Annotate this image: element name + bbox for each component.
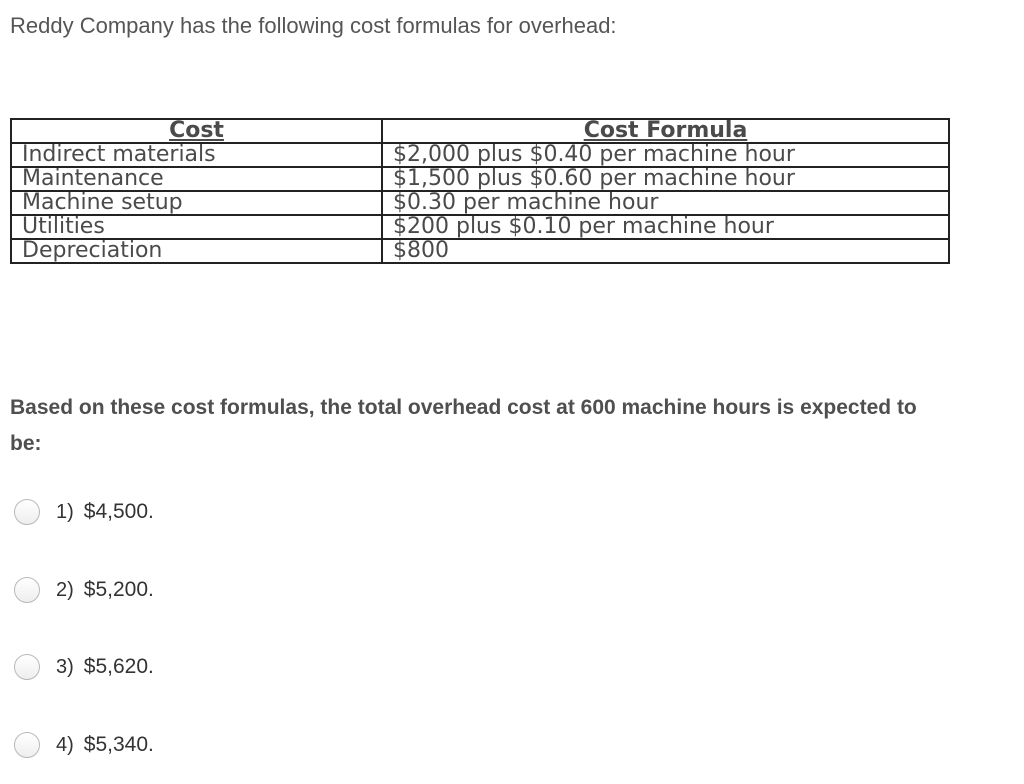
- table-row: [11, 143, 949, 167]
- radio-button-icon[interactable]: [14, 654, 40, 680]
- option-value: $4,500.: [83, 500, 154, 523]
- option-number: 1): [56, 500, 74, 523]
- cost-name: Indirect materials: [11, 143, 382, 167]
- cost-formula-table: [10, 118, 950, 264]
- header-cost: Cost: [11, 119, 382, 143]
- table-row: [11, 167, 949, 191]
- cost-name: Utilities: [11, 215, 382, 239]
- cost-formula: $2,000 plus $0.40 per machine hour: [382, 143, 949, 167]
- table-row: [11, 239, 949, 263]
- question-text: Based on these cost formulas, the total overhead cost at 600 machine hours is expected to be:: [10, 396, 917, 455]
- cost-name: Depreciation: [11, 239, 382, 263]
- header-cost-formula: Cost Formula: [382, 119, 949, 143]
- option-value: $5,620.: [83, 655, 154, 678]
- radio-button-icon[interactable]: [14, 732, 40, 758]
- cost-name: Machine setup: [11, 191, 382, 215]
- answer-option-3[interactable]: [14, 651, 154, 683]
- cost-name: Maintenance: [11, 167, 382, 191]
- option-number: 4): [56, 733, 74, 756]
- cost-formula: $1,500 plus $0.60 per machine hour: [382, 167, 949, 191]
- cost-formula: $800: [382, 239, 949, 263]
- option-number: 2): [56, 578, 74, 601]
- option-value: $5,200.: [83, 578, 154, 601]
- table-row: [11, 191, 949, 215]
- intro-text: Reddy Company has the following cost formulas for overhead:: [10, 13, 617, 38]
- answer-option-2[interactable]: [14, 574, 154, 606]
- answer-option-1[interactable]: [14, 496, 154, 528]
- cost-formula: $200 plus $0.10 per machine hour: [382, 215, 949, 239]
- answer-option-4[interactable]: [14, 729, 154, 761]
- cost-formula: $0.30 per machine hour: [382, 191, 949, 215]
- table-header-row: [11, 119, 949, 143]
- table-row: [11, 215, 949, 239]
- radio-button-icon[interactable]: [14, 499, 40, 525]
- option-value: $5,340.: [83, 733, 154, 756]
- radio-button-icon[interactable]: [14, 577, 40, 603]
- option-number: 3): [56, 655, 74, 678]
